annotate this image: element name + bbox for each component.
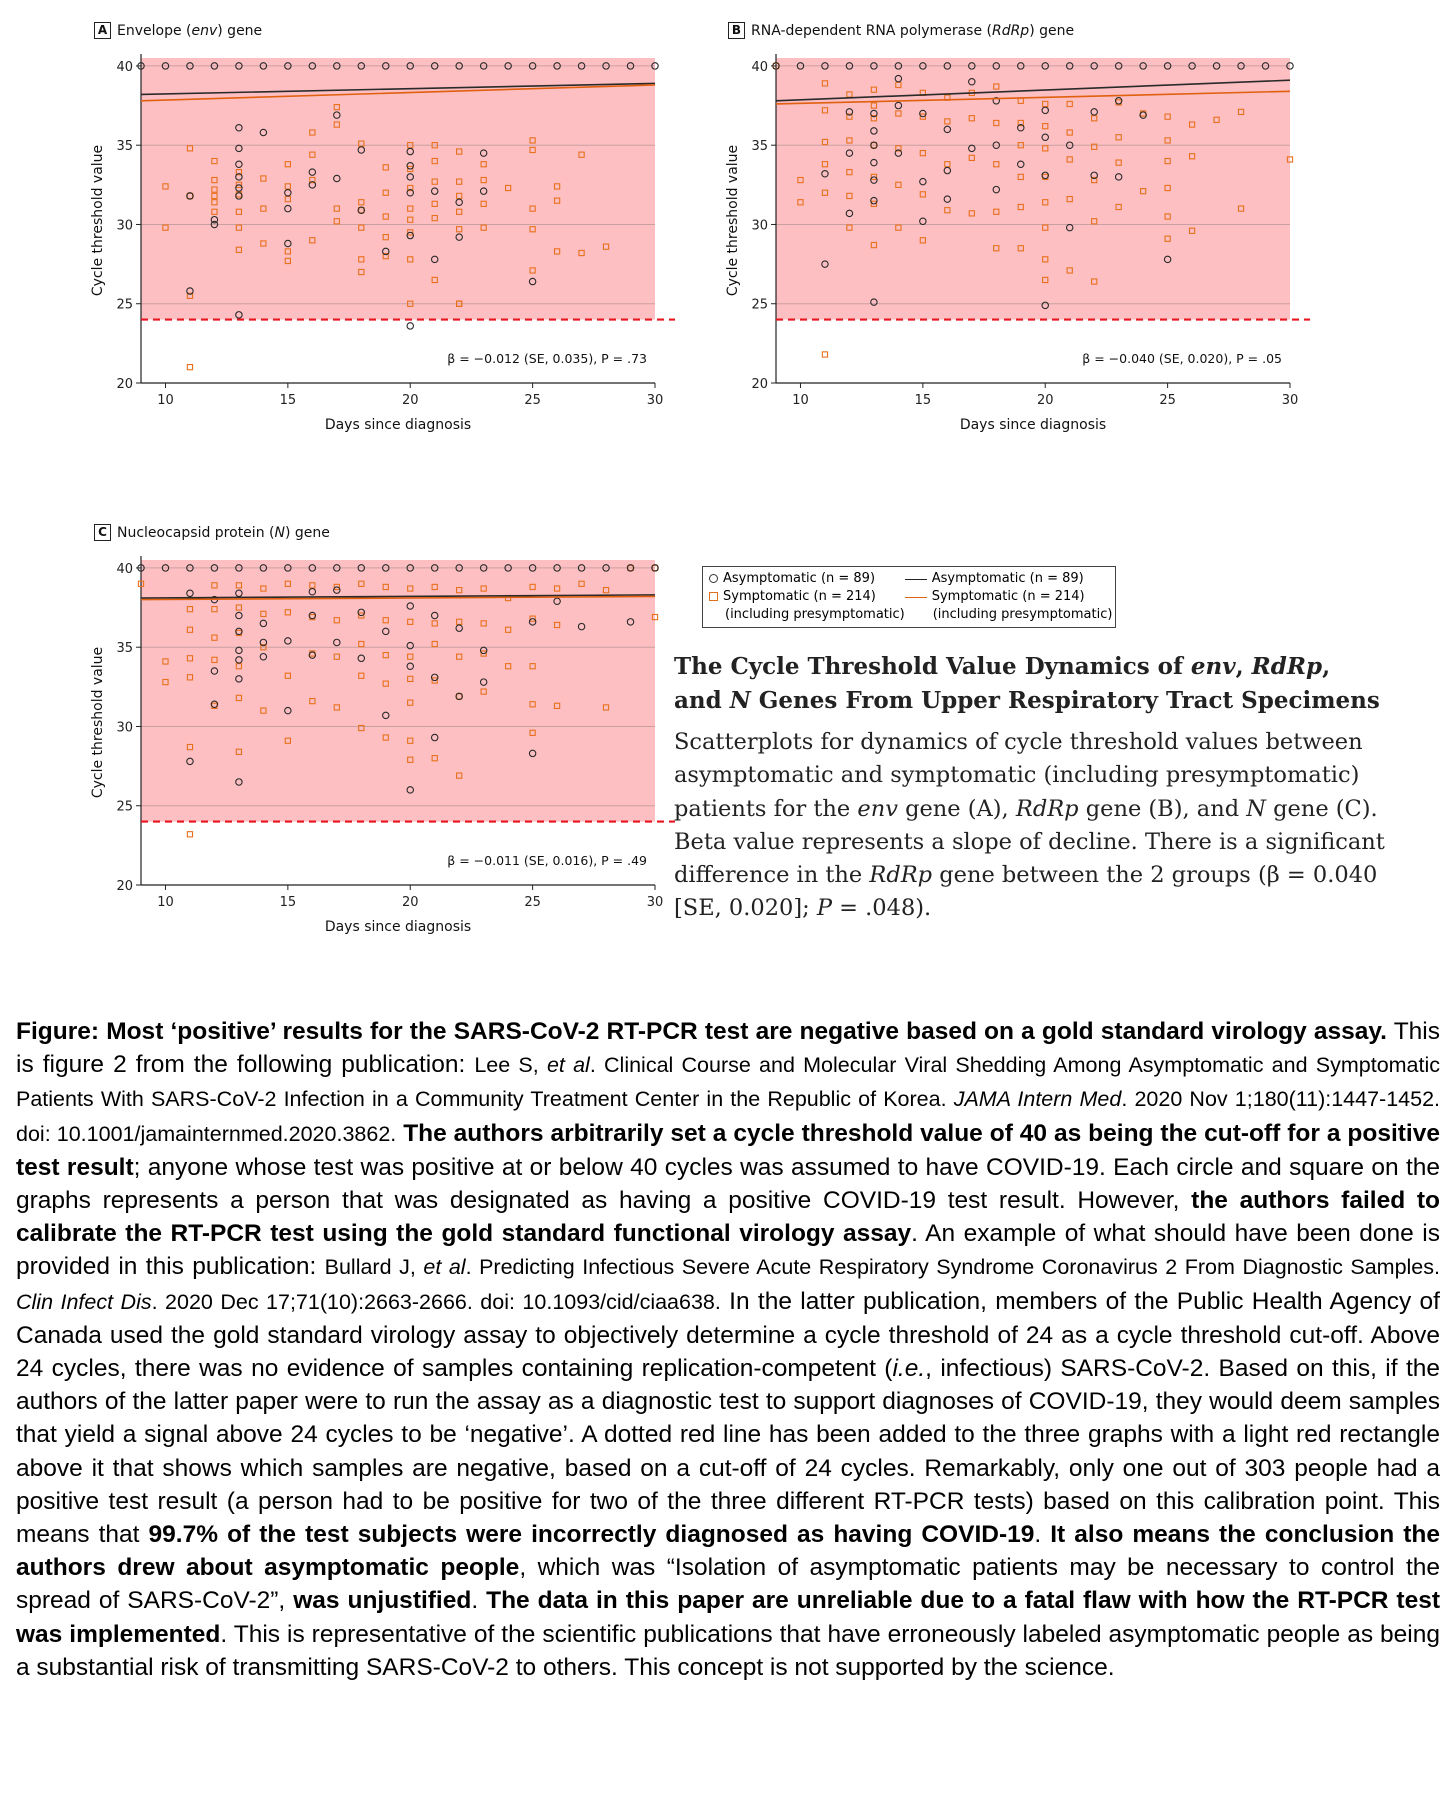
panel-a-letter: A	[94, 22, 111, 39]
panel-c-letter: C	[94, 524, 111, 541]
panel-a-x-tick-label: 15	[279, 393, 297, 408]
panel-b-y-axis-label: Cycle threshold value	[725, 144, 741, 297]
chart-panel-a	[80, 48, 680, 488]
panel-a-x-tick-label: 10	[157, 393, 174, 408]
panel-a-y-tick-label: 30	[116, 218, 133, 234]
panel-a-negative-region	[141, 58, 655, 320]
panel-c-x-tick-label: 25	[524, 895, 541, 910]
panel-b-x-tick-label: 15	[914, 393, 932, 408]
panel-b-beta-annotation: β = −0.040 (SE, 0.020), P = .05	[1082, 351, 1282, 366]
panel-c-x-tick-label: 15	[279, 895, 297, 910]
panel-b-x-tick-label: 30	[1281, 393, 1299, 408]
panel-a-x-tick-label: 30	[646, 393, 664, 408]
figure-commentary: Figure: Most ‘positive’ results for the SARS-CoV-2 RT-PCR test are negative based on a gold standard virology assay. This is figure 2 from the following publication: Lee S, et al. Clinical Course and Molecular Viral Shedding Among Asymptomatic and Symptomatic Patients With SARS-CoV-2 Infection in a Community Treatment Center in the Republic of Korea. JAMA Intern Med. 2020 Nov 1;180(11):1447-1452. doi: 10.1001/jamainternmed.2020.3862. The authors arbitrarily set a cycle threshold value of 40 as being the cut-off for a positive test result; anyone whose test was positive at or below 40 cycles was assumed to have COVID-19. Each circle and square on the graphs represents a person that was designated as having a positive COVID-19 test result. However, the authors failed to calibrate the RT-PCR test using the gold standard functional virology assay. An example of what should have been done is provided in this publication: Bullard J, et al. Predicting Infectious Severe Acute Respiratory Syndrome Coronavirus 2 From Diagnostic Samples. Clin Infect Dis. 2020 Dec 17;71(10):2663-2666. doi: 10.1093/cid/ciaa638. In the latter publication, members of the Public Health Agency of Canada used the gold standard virology assay to objectively determine a cycle threshold of 24 as a cycle threshold cut-off. Above 24 cycles, there was no evidence of samples containing replication-competent (i.e., infectious) SARS-CoV-2. Based on this, if the authors of the latter paper were to run the assay as a diagnostic test to support diagnoses of COVID-19, they would deem samples that yield a signal above 24 cycles to be ‘negative’. A dotted red line has been added to the three graphs with a light red rectangle above it that shows which samples are negative, based on a cut-off of 24 cycles. Remarkably, only one out of 303 people had a positive test result (a person had to be positive for two of the three different RT-PCR tests) based on this calibration point. This means that 99.7% of the test subjects were incorrectly diagnosed as having COVID-19. It also means the conclusion the authors drew about asymptomatic people, which was “Isolation of asymptomatic patients may be necessary to control the spread of SARS-CoV-2”, was unjustified. The data in this paper are unreliable due to a fatal flaw with how the RT-PCR test was implemented. This is representative of the scientific publications that have erroneously labeled asymptomatic people as being a substantial risk of transmitting SARS-CoV-2 to others. This concept is not supported by the science.	[16, 1018, 1441, 1681]
legend-lines	[905, 571, 1113, 623]
panel-a-y-axis-label: Cycle threshold value	[90, 144, 106, 297]
figure-caption-title: The Cycle Threshold Value Dynamics of env, RdRp, and N Genes From Upper Respiratory Tract Specimens	[674, 653, 1380, 714]
panel-a-x-tick-label: 25	[524, 393, 541, 408]
panel-b-y-tick-label: 25	[751, 297, 768, 313]
panel-c-y-tick-label: 35	[116, 641, 133, 657]
orange-line-icon	[905, 597, 927, 598]
panel-a-beta-annotation: β = −0.012 (SE, 0.035), P = .73	[447, 351, 647, 366]
panel-a-y-tick-label: 25	[116, 297, 133, 313]
panel-a-title-text: Envelope (env) gene	[117, 22, 263, 39]
chart-legend	[702, 566, 1116, 628]
citation-bullard: Bullard J, et al. Predicting Infectious Severe Acute Respiratory Syndrome Coronavirus 2 From Diagnostic Samples. Clin Infect Dis. 2020 Dec 17;71(10):2663-2666. doi: 10.1093/cid/ciaa638.	[16, 1255, 1440, 1314]
panel-a-x-axis-label: Days since diagnosis	[324, 417, 472, 433]
panel-a-x-tick-label: 20	[401, 393, 419, 408]
panel-a-symptomatic-point	[187, 365, 192, 370]
panel-a-y-tick-label: 35	[116, 139, 133, 155]
panel-a-asymptomatic-point	[407, 323, 413, 329]
legend-asym-marker: Asymptomatic (n = 89)	[709, 571, 905, 587]
panel-c-x-tick-label: 30	[646, 895, 664, 910]
chart-panel-c	[80, 550, 680, 990]
panel-c-x-axis-label: Days since diagnosis	[324, 919, 472, 935]
panel-a-y-tick-label: 20	[116, 377, 133, 392]
citation-lee: Lee S, et al. Clinical Course and Molecular Viral Shedding Among Asymptomatic and Symptomatic Patients With SARS-CoV-2 Infection in a Community Treatment Center in the Republic of Korea. JAMA Intern Med. 2020 Nov 1;180(11):1447-1452. doi: 10.1001/jamainternmed.2020.3862.	[16, 1053, 1441, 1146]
chart-panel-b	[715, 48, 1315, 488]
panel-b-x-tick-label: 10	[792, 393, 809, 408]
panel-c-title-text: Nucleocapsid protein (N) gene	[117, 524, 330, 541]
panel-c-x-tick-label: 20	[401, 895, 419, 910]
panel-c-y-tick-label: 25	[116, 799, 133, 815]
panel-b-x-tick-label: 25	[1159, 393, 1176, 408]
panel-c-y-tick-label: 20	[116, 879, 133, 894]
legend-markers	[709, 571, 905, 623]
panel-a-y-tick-label: 40	[116, 59, 133, 75]
panel-b-y-tick-label: 20	[751, 377, 768, 392]
figure-headline: Most ‘positive’ results for the SARS-CoV-2 RT-PCR test are negative based on a gold standard virology assay.	[106, 1018, 1387, 1045]
panel-c-x-tick-label: 10	[157, 895, 174, 910]
panel-c-y-axis-label: Cycle threshold value	[90, 646, 106, 799]
figure-caption-body: Scatterplots for dynamics of cycle threshold values between asymptomatic and symptomatic (including presymptomatic) patients for the env gene (A), RdRp gene (B), and N gene (C). Beta value represents a slope of decline. There is a significant difference in the RdRp gene between the 2 groups (β = 0.040 [SE, 0.020]; P = .048).	[674, 729, 1385, 922]
figure-label: Figure:	[16, 1018, 107, 1045]
black-line-icon	[905, 579, 927, 580]
panel-b-y-tick-label: 35	[751, 139, 768, 155]
panel-c-symptomatic-point	[187, 832, 192, 837]
legend-sym-marker-sub: (including presymptomatic)	[725, 607, 905, 622]
legend-sym-line-sub: (including presymptomatic)	[932, 607, 1113, 622]
square-marker-icon	[709, 592, 718, 601]
legend-sym-marker: Symptomatic (n = 214)	[709, 589, 905, 605]
panel-b-symptomatic-point	[822, 352, 827, 357]
panel-b-title-text: RNA-dependent RNA polymerase (RdRp) gene	[751, 22, 1075, 39]
legend-asym-line: Asymptomatic (n = 89)	[905, 571, 1113, 587]
panel-b-x-axis-label: Days since diagnosis	[959, 417, 1107, 433]
legend-sym-line: Symptomatic (n = 214)	[905, 589, 1113, 605]
panel-c-y-tick-label: 30	[116, 720, 133, 736]
panel-b-letter: B	[728, 22, 745, 39]
panel-b-y-tick-label: 40	[751, 59, 768, 75]
panel-b-x-tick-label: 20	[1036, 393, 1054, 408]
panel-c-title	[94, 524, 330, 541]
panel-b-y-tick-label: 30	[751, 218, 768, 234]
panel-c-beta-annotation: β = −0.011 (SE, 0.016), P = .49	[447, 853, 647, 868]
panel-c-y-tick-label: 40	[116, 561, 133, 577]
panel-b-title	[728, 22, 1074, 39]
panel-a-title	[94, 22, 262, 39]
circle-marker-icon	[709, 574, 718, 583]
